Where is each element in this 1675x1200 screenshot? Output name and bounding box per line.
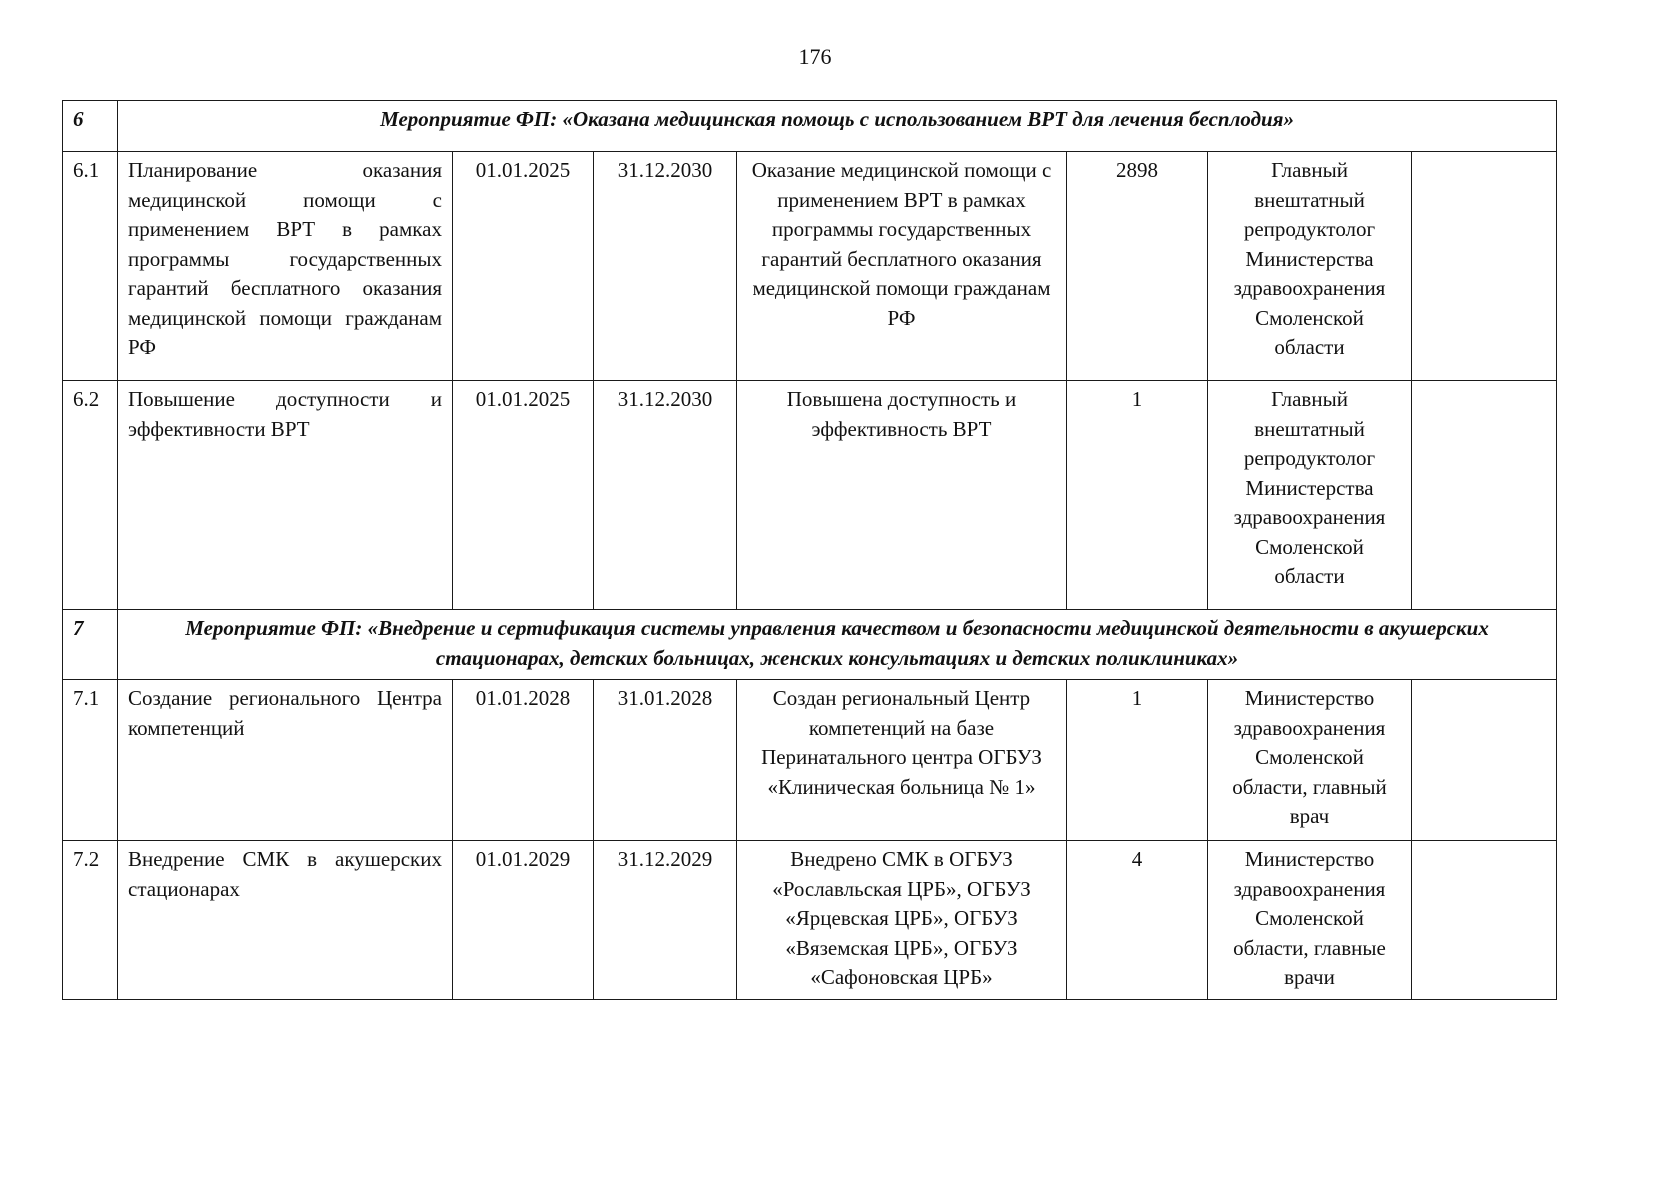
expected-result: Создан региональный Центр компетенций на базе Перинатального центра ОГБУЗ «Клиническая больница № 1» (737, 680, 1067, 841)
note-cell (1412, 152, 1557, 381)
expected-result: Внедрено СМК в ОГБУЗ «Рославльская ЦРБ», ОГБУЗ «Ярцевская ЦРБ», ОГБУЗ «Вяземская ЦРБ», ОГБУЗ «Сафоновская ЦРБ» (737, 841, 1067, 1000)
table-row (63, 680, 1557, 841)
start-date: 01.01.2025 (453, 152, 594, 381)
section-header-row (63, 610, 1557, 680)
end-date: 31.12.2029 (594, 841, 737, 1000)
activity-name: Внедрение СМК в акушерских стационарах (118, 841, 453, 1000)
end-date: 31.12.2030 (594, 152, 737, 381)
indicator-value: 4 (1067, 841, 1208, 1000)
row-number: 6.1 (63, 152, 118, 381)
activity-name: Планирование оказания медицинской помощи с применением ВРТ в рамках программы государственных гарантий бесплатного оказания медицинской помощи гражданам РФ (118, 152, 453, 381)
indicator-value: 1 (1067, 680, 1208, 841)
responsible-executor: Министерство здравоохранения Смоленской области, главные врачи (1208, 841, 1412, 1000)
row-number: 7.2 (63, 841, 118, 1000)
note-cell (1412, 841, 1557, 1000)
row-number: 7.1 (63, 680, 118, 841)
section-number: 6 (63, 101, 118, 152)
row-number: 6.2 (63, 381, 118, 610)
start-date: 01.01.2029 (453, 841, 594, 1000)
activities-table (62, 100, 1557, 1000)
table-row (63, 841, 1557, 1000)
page-number: 176 (798, 44, 832, 69)
expected-result: Повышена доступность и эффективность ВРТ (737, 381, 1067, 610)
activity-name: Создание регионального Центра компетенций (118, 680, 453, 841)
expected-result: Оказание медицинской помощи с применением ВРТ в рамках программы государственных гарантий бесплатного оказания медицинской помощи гражданам РФ (737, 152, 1067, 381)
section-title: Мероприятие ФП: «Оказана медицинская помощь с использованием ВРТ для лечения бесплодия» (118, 101, 1557, 152)
section-header-row (63, 101, 1557, 152)
end-date: 31.01.2028 (594, 680, 737, 841)
note-cell (1412, 680, 1557, 841)
table-row (63, 152, 1557, 381)
end-date: 31.12.2030 (594, 381, 737, 610)
table-row (63, 381, 1557, 610)
indicator-value: 1 (1067, 381, 1208, 610)
responsible-executor: Министерство здравоохранения Смоленской области, главный врач (1208, 680, 1412, 841)
responsible-executor: Главный внештатный репродуктолог Министерства здравоохранения Смоленской области (1208, 152, 1412, 381)
indicator-value: 2898 (1067, 152, 1208, 381)
activity-name: Повышение доступности и эффективности ВРТ (118, 381, 453, 610)
section-title: Мероприятие ФП: «Внедрение и сертификация системы управления качеством и безопасности медицинской деятельности в акушерских стационарах, детских больницах, женских консультациях и детских поликлиниках» (118, 610, 1557, 680)
note-cell (1412, 381, 1557, 610)
start-date: 01.01.2028 (453, 680, 594, 841)
responsible-executor: Главный внештатный репродуктолог Министерства здравоохранения Смоленской области (1208, 381, 1412, 610)
start-date: 01.01.2025 (453, 381, 594, 610)
section-number: 7 (63, 610, 118, 680)
